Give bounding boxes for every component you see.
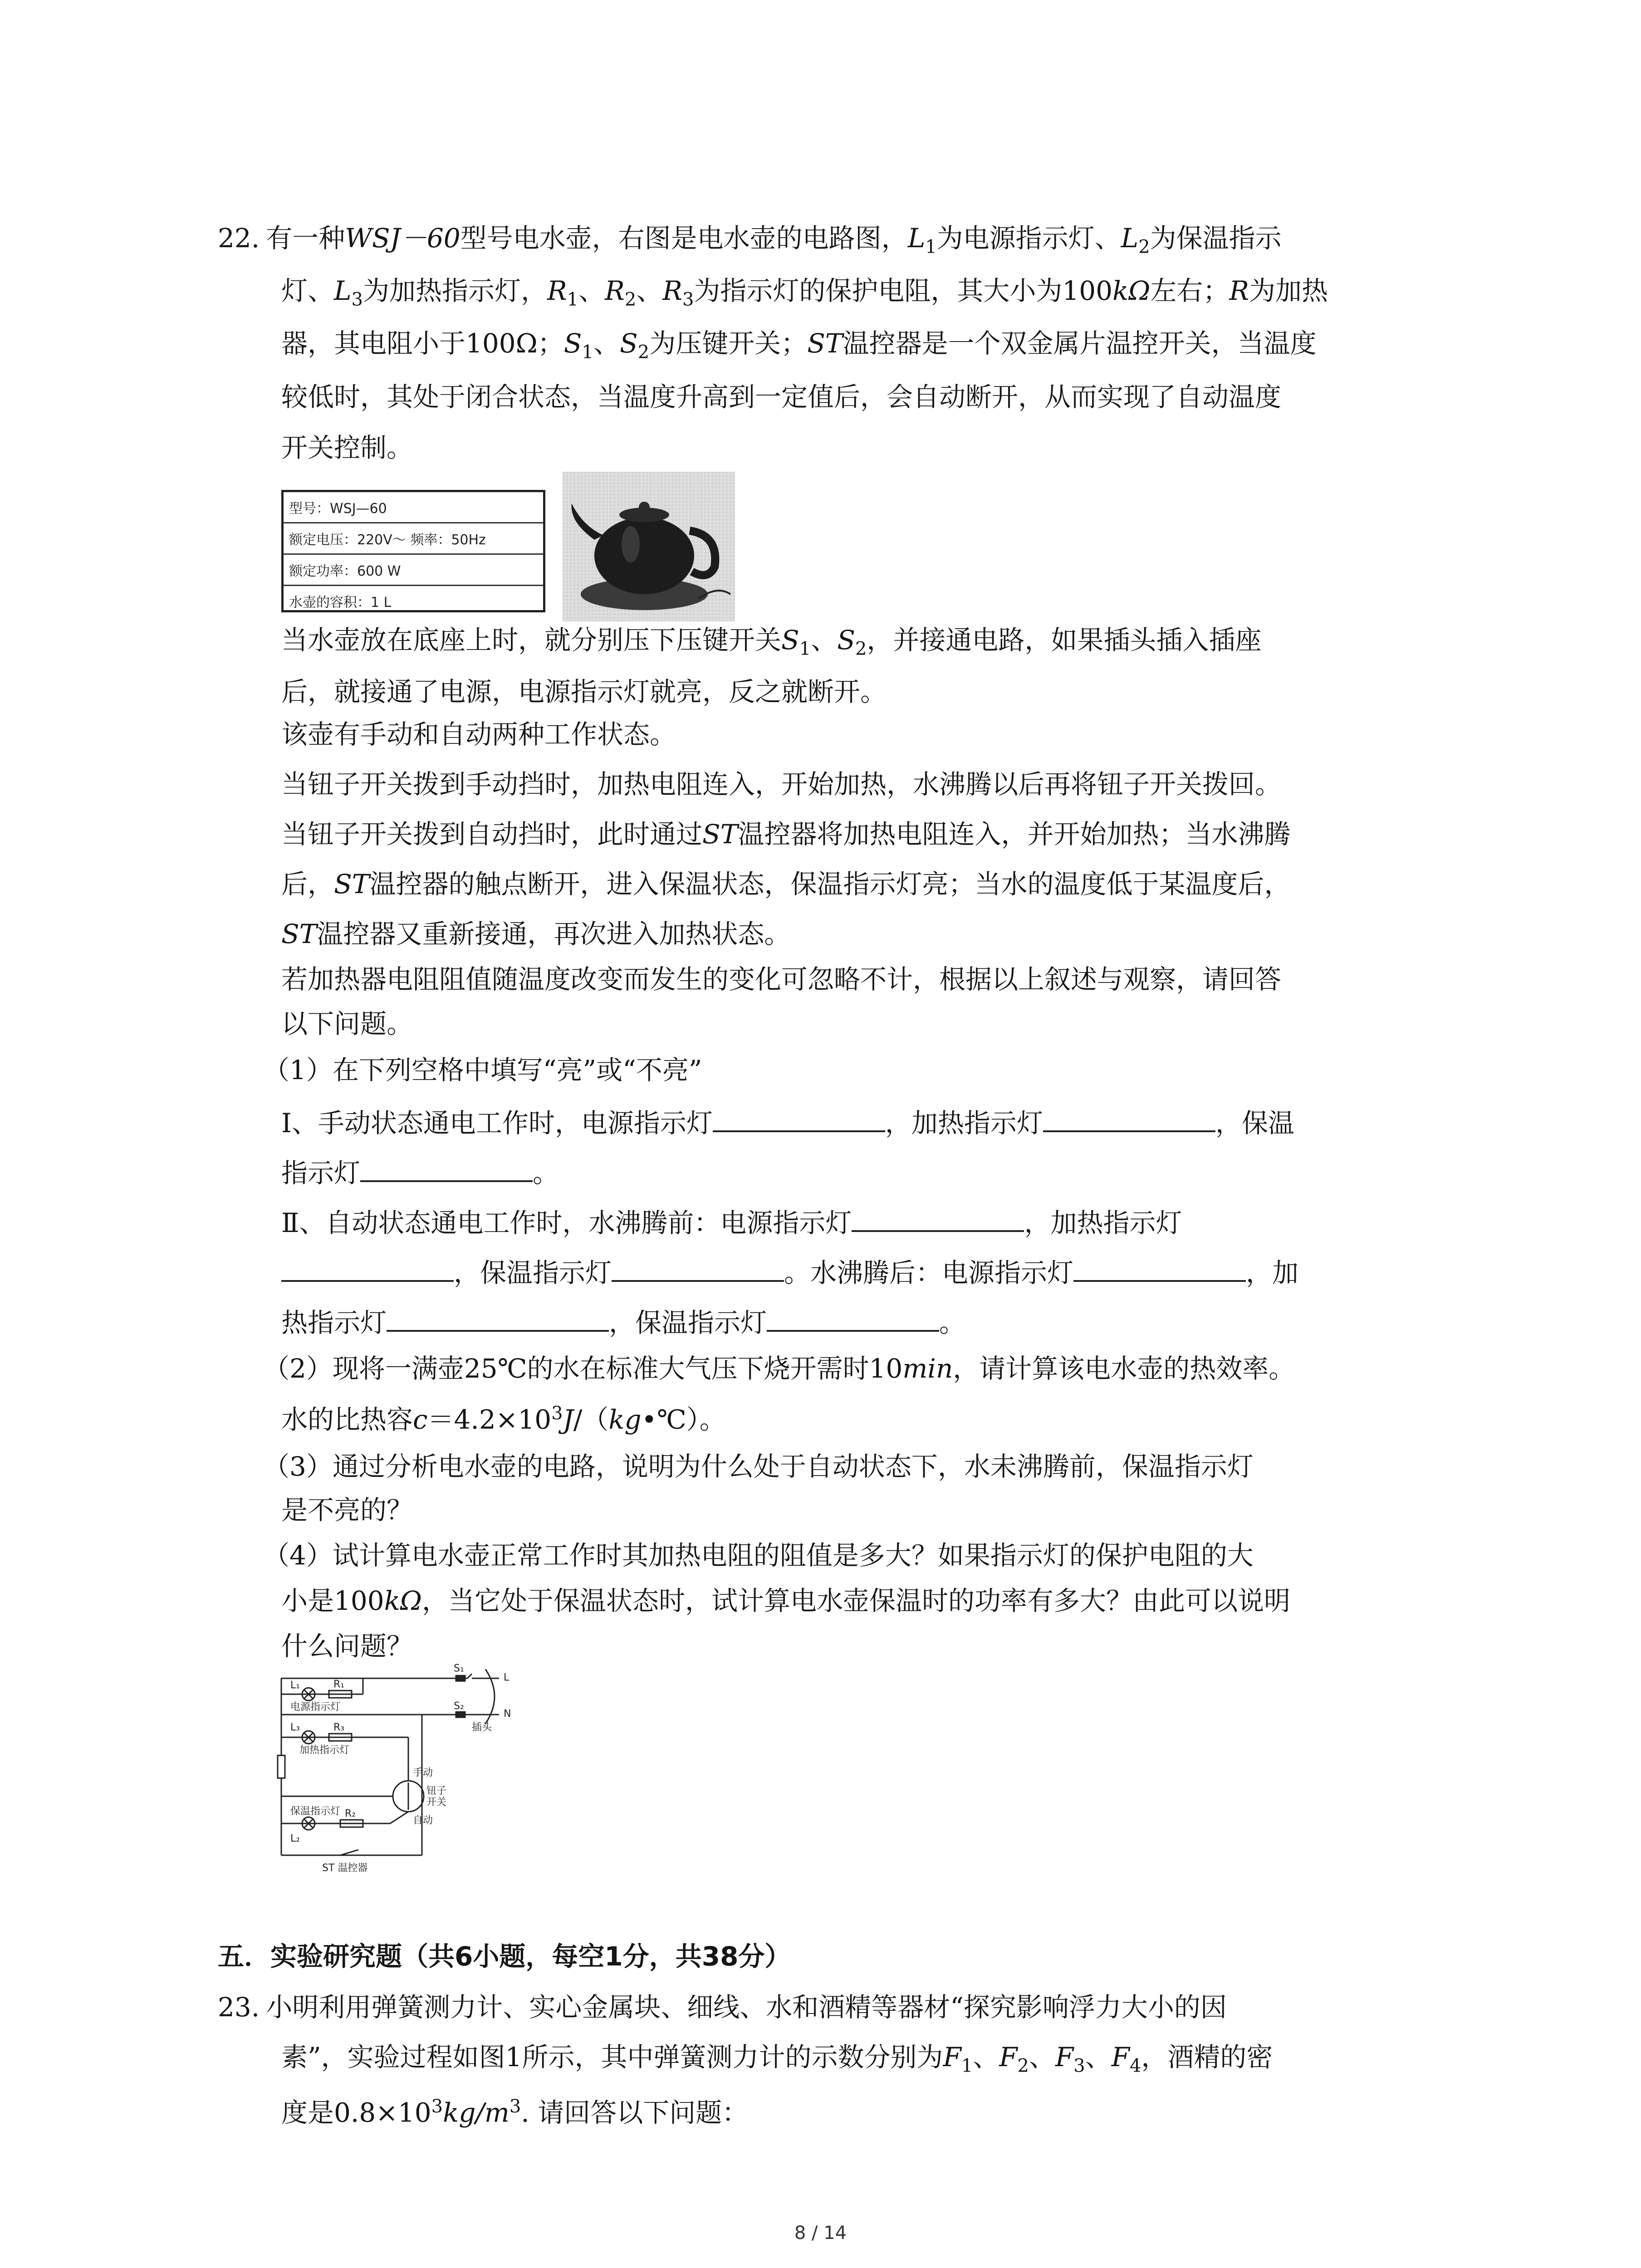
para-line-9: 以下问题。 (281, 1008, 413, 1039)
blank-auto-after-keep[interactable] (767, 1306, 939, 1332)
label-heat-lamp: 加热指示灯 (299, 1745, 350, 1756)
blank-manual-power[interactable] (713, 1107, 885, 1132)
label-plug: 插头 (472, 1722, 492, 1733)
question-number: 23. (218, 1992, 260, 2023)
label-keep-lamp: 保温指示灯 (290, 1806, 341, 1817)
label-power-lamp: 电源指示灯 (290, 1701, 341, 1713)
spec-model: 型号：WSJ—60 (284, 492, 543, 523)
para-line-5: 当钮子开关拨到自动挡时，此时通过ST温控器将加热电阻连入，并开始加热；当水沸腾 (281, 819, 1291, 850)
label-neutral: N (504, 1708, 511, 1720)
blank-manual-keep[interactable] (360, 1157, 533, 1182)
q22-line-3: 器，其电阻小于100Ω；$S_1$、$S_2$为压键开关；ST温控器是一个双金属片温控开关，当温度 (281, 328, 1317, 363)
blank-auto-before-power[interactable] (852, 1207, 1024, 1232)
sub3-line-2: 是不亮的？ (281, 1495, 413, 1525)
para-line-2: 后，就接通了电源，电源指示灯就亮，反之就断开。 (281, 676, 887, 707)
sub1-line-ii: Ⅱ、自动状态通电工作时，水沸腾前：电源指示灯 ，加热指示灯 (281, 1207, 1182, 1238)
para-line-1: 当水壶放在底座上时，就分别压下压键开关$S_1$、$S_2$，并接通电路，如果插头插入插座 (281, 625, 1262, 660)
label-L2: L₂ (290, 1833, 300, 1844)
label-L3: L₃ (290, 1722, 300, 1733)
para-line-4: 当钮子开关拨到手动挡时，加热电阻连入，开始加热，水沸腾以后再将钮子开关拨回。 (281, 769, 1282, 800)
q22-line-4: 较低时，其处于闭合状态，当温度升高到一定值后，会自动断开，从而实现了自动温度 (281, 381, 1282, 412)
blank-auto-before-heat[interactable] (281, 1256, 454, 1282)
para-line-8: 若加热器电阻阻值随温度改变而发生的变化可忽略不计，根据以上叙述与观察，请回答 (281, 964, 1282, 995)
label-S1: S₁ (454, 1663, 464, 1674)
sub1-line-ii-end: 热指示灯 ，保温指示灯 。 (281, 1307, 966, 1338)
section-5-title: 五．实验研究题（共6小题，每空1分，共38分） (218, 1941, 791, 1972)
kettle-photo (563, 472, 735, 621)
label-toggle-2: 开关 (426, 1797, 447, 1808)
label-auto: 自动 (413, 1815, 433, 1826)
q22-line-1: 22. 有一种WSJ－60型号电水壶，右图是电水壶的电路图，$L_1$为电源指示灯、$L_2$为保温指示 (218, 223, 1282, 258)
blank-manual-heat[interactable] (1043, 1107, 1215, 1132)
label-st: ST 温控器 (322, 1862, 368, 1874)
sub4-line-2: 小是100kΩ，当它处于保温状态时，试计算电水壶保温时的功率有多大？由此可以说明 (281, 1585, 1290, 1616)
sub1-line-i: Ⅰ、手动状态通电工作时，电源指示灯 ，加热指示灯 ，保温 (281, 1108, 1294, 1139)
spec-capacity: 水壶的容积：1 L (289, 595, 392, 611)
q23-line-1: 23. 小明利用弹簧测力计、实心金属块、细线、水和酒精等器材“探究影响浮力大小的因 (218, 1992, 1227, 2023)
sub2-line-2: 水的比热容$c=4.2\times 10^3J/(kg•℃)$。 (281, 1403, 726, 1435)
sub4-line-1: （4）试计算电水壶正常工作时其加热电阻的阻值是多大？如果指示灯的保护电阻的大 (263, 1540, 1254, 1571)
question-number: 22. (218, 223, 260, 254)
q22-line-5: 开关控制。 (281, 432, 413, 463)
spec-voltage: 额定电压：220V～ 频率：50Hz (284, 523, 543, 555)
sub1-title: （1）在下列空格中填写“亮”或“不亮” (263, 1055, 702, 1085)
para-line-6: 后，ST温控器的触点断开，进入保温状态，保温指示灯亮；当水的温度低于某温度后， (281, 869, 1291, 899)
label-R2: R₂ (345, 1808, 356, 1819)
q22-line-2: 灯、$L_3$为加热指示灯，$R_1$、$R_2$、$R_3$为指示灯的保护电阻，其大小为100kΩ左右；R为加热 (281, 275, 1328, 310)
circuit-diagram (272, 1660, 526, 1878)
page-number: 8 / 14 (794, 2223, 847, 2244)
sub1-line-ii-cont: ，保温指示灯 。水沸腾后：电源指示灯 ，加 (281, 1256, 1298, 1286)
label-manual: 手动 (413, 1767, 433, 1779)
label-R3: R₃ (333, 1722, 345, 1733)
spec-power: 额定功率：600 W (284, 555, 543, 586)
para-line-7: ST温控器又重新接通，再次进入加热状态。 (281, 919, 791, 949)
sub3-line-1: （3）通过分析电水壶的电路，说明为什么处于自动状态下，水未沸腾前，保温指示灯 (263, 1451, 1254, 1482)
blank-auto-before-keep[interactable] (612, 1256, 784, 1282)
q23-line-2: 素”，实验过程如图1所示，其中弹簧测力计的示数分别为$F_1$、$F_2$、$F_3$、$F_4$，酒精的密 (281, 2042, 1273, 2077)
para-line-3: 该壶有手动和自动两种工作状态。 (281, 719, 676, 750)
label-L1: L₁ (290, 1680, 300, 1691)
label-R1: R₁ (333, 1679, 345, 1690)
blank-auto-after-power[interactable] (1073, 1256, 1246, 1282)
q23-line-3: 度是$0.8\times 10^3kg/m^3$. 请回答以下问题： (281, 2096, 749, 2128)
spec-table (281, 490, 545, 612)
sub2-line-1: （2）现将一满壶25℃的水在标准大气压下烧开需时10min，请计算该电水壶的热效率。 (263, 1353, 1295, 1384)
sub4-line-3: 什么问题？ (281, 1631, 413, 1662)
label-live: L (504, 1672, 509, 1683)
label-S2: S₂ (454, 1701, 464, 1712)
blank-auto-after-heat[interactable] (387, 1306, 609, 1332)
sub1-line-i-cont: 指示灯 。 (281, 1158, 559, 1188)
label-toggle-1: 钮子 (426, 1785, 447, 1797)
